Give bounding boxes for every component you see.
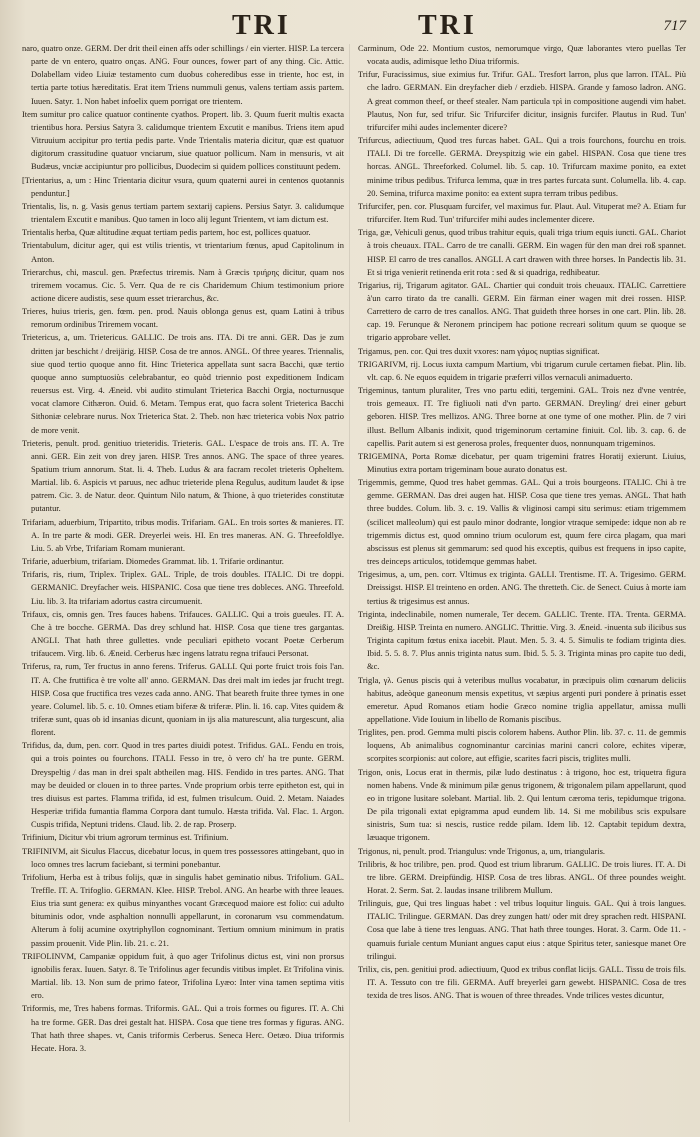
dictionary-entry: Trigesimus, a, um, pen. corr. Vltimus ex triginta. GALLI. Trentisme. IT. A. Trigesimo. GERM. Dreissigst. HISP. El treinteno en orden. ANG. The thretteth. Cic. de Senect. Cuius à morte iam tertius & trigesimus est annus. bbox=[358, 569, 686, 606]
page-number: 717 bbox=[663, 18, 686, 34]
dictionary-entry: TRIFOLINVM, Campaniæ oppidum fuit, à quo ager Trifolinus dictus est, vini non prorsus ignobilis ferax. Iuuen. Satyr. 8. Te Trifolinus ager fecundis vitibus implet. Et Trifolina vinis. Martial. lib. 13. Non sum de primo fateor, Trifolina Lyæo: Inter vina tamen septima vitis ero. bbox=[22, 950, 344, 1001]
dictionary-entry: Trifaris, ris, rium, Triplex. Triplex. GAL. Triple, de trois doubles. ITALIC. Di tre doppi. GERMANIC. Dreyfacher weis. HISPANIC. Cosa que tiene tres dobleces. ANG. Threefold. Liu. lib. 3. Ita trifariam adortus castra circumuenit. bbox=[22, 569, 344, 606]
dictionary-entry: Trigla, γλ. Genus piscis qui à veteribus mullus vocabatur, in præcipuis olim cœnarum deliciis habitus, adeòque ganeonum mensis expetitus, vt sæpius argenti puri pondere à prinatis esset emeretur. Apud Romanos etiam hodie Græco nomine triglia appellatur, amissa mulli appellatione. Vide Iouium in libello de Romanis piscibus. bbox=[358, 674, 686, 724]
dictionary-entry: Trientalis herba, Quæ altitudine æquat tertiam pedis partem, hoc est, pollices quatuor. bbox=[22, 227, 311, 238]
dictionary-entry: naro, quatro onze. GERM. Der drit theil einen affs oder schillings / ein vierter. HISP. La tercera parte de vn entero, quatro onças. ANG. Four ounces, fower part of any thing. Cic. Attic. Dolabellam video Liuiæ testamento cum duobus coheredibus esse in triente, hoc est, in tertia parte totius hæreditatis. Erat item Triens nummuli genus, valens tertiam assis partem. Iuuen. Satyr. 1. Non habet infoelix quem porrigat ore trientem. bbox=[22, 43, 344, 106]
dictionary-entry: Trifur, Furacissimus, siue eximius fur. Trifur. GAL. Tresfort larron, plus que larron. ITAL. Più che ladro. GERMAN. Ein dreyfacher dieb / erzdieb. HISPA. Grande y famoso ladron. ANG. A great common theef, or theef stealer. Nam particula τρὶ in compositione augendi vim habet. Plautus, Non fur, sed trifur. Sic Trifurcifer dicitur, insignis furcifer. Plautus in Rud. Tun' trifurcifer mihi audes inclementer dicere? bbox=[358, 69, 686, 132]
dictionary-entry: Trigon, onis, Locus erat in thermis, pilæ ludo destinatus : à trigono, hoc est, triquetra figura nomen habens. Vnde & minimum pilæ genus trigonem, & trigonalem pilam appellarunt, quod eo in trigone lusitare solebant. Martial. lib. 2. Qui lentum cæroma teris, tepidumque trigona. De pila trigonali extat epigramma apud eundem lib. 14. Si me mobilibus scis expulsare sinistris, Sum tua: si nescis, rustice redde pilam. Idem lib. 12. Captabit tepidum dextra, læuaque trigonem. bbox=[358, 766, 686, 843]
dictionary-entry: Triglites, pen. prod. Gemma multi piscis colorem habens. Author Plin. lib. 37. c. 11. de gemmis loquens, Ab animalibus cognominantur carcinias marini cancri colore, echites viperæ, scorpites scorpionis: aut colore, aut effigie, scarites facri piscis, triglites mulli. bbox=[358, 727, 686, 764]
dictionary-entry: Trifinium, Dicitur vbi trium agrorum terminus est. Trifinium. bbox=[22, 832, 229, 843]
dictionary-entry: Trifolium, Herba est à tribus folijs, quæ in singulis habet geminatio nibus. Trifolium. GAL. Treffle. IT. A. Trifoglio. GERMAN. Klee. HISP. Trebol. ANG. An hearbe with three leaues. Eius tria sunt genera: ex quibus minyanthes vocant Græcequod maiore est folio: cui adulto bituminis odor, vnde asphaltion nonnulli appellarunt, in coronarum vsu commendatum. Alterum à folij acumine oxytriphyllon cognominant. Tertium omnium minimum in pratis passim prouenit. Vide Plin. lib. 21. c. 21. bbox=[22, 871, 344, 948]
dictionary-entry: Item sumitur pro calice quatuor continente cyathos. Propert. lib. 3. Quum fuerit multis exacta trientibus hora. Persius Satyra 3. calidumque trientem Excutit e manibus. Triens item apud Vitruuium accipitur pro tertia pedis parte. Vnde Trientalis materia dicitur, quæ est quatuor digitorum crassitudine quatuor vnciarum, siue quatuor pollicum. Nam in mensuris, vt ait Budæus, vnciæ accipiuntur pro pollicibus, Duodecim si quidem pollices constituunt pedem. bbox=[22, 108, 344, 172]
dictionary-entry: Trigonus, ni, penult. prod. Triangulus: vnde Trigonus, a, um, triangularis. bbox=[358, 845, 605, 856]
dictionary-entry: Trientalis, lis, n. g. Vasis genus tertiam partem sextarij capiens. Persius Satyr. 3. calidumque trientalem Excutit e manibus. Quo tamen in loco alij legunt Trientem, vt iam dictum est. bbox=[22, 200, 344, 225]
dictionary-entry: Trifidus, da, dum, pen. corr. Quod in tres partes diuidi potest. Trifidus. GAL. Fendu en trois, qui a trois pointes ou fourchons. ITALI. Fesso in tre, ò vero ch' ha tre punte. GERM. Dreyspeltig / das man in drei spalt abtheilen mag. HIS. Fendido in tres partes. ANG. That may be deuided or clouen in to three partes. Vnde proprium orbis terre epitheton est, qui in tres diuisus est partes. Flamma trifida, id est, fulmen trisulcum. Ouid. 2. Metam. Naiades Hesperiæ trifida fumantia flamma Corpora dant tumulo. Hæsta trifida. Val. Flac. 1. Argon. Cuspis trifida, Neptuni tridens. Claud. lib. 2. de rap. Proserp. bbox=[22, 740, 344, 830]
dictionary-entry: Triginta, indeclinabile, nomen numerale, Ter decem. GALLIC. Trente. ITA. Trenta. GERMA. Dreißig. HISP. Treinta en numero. ANGLIC. Thrittie. Virg. 3. Æneid. -inuenta sub ilicibus sus Triginta capitum fœtus enixa iacebit. Plaut. Men. 5. 3. 4. 5. Simulis te fodiam triginta dies. Ibid. 5. 5. 8. 7. Plus annis triginta natus sum. Ibid. 5. 5. 3. Triginta minas pro capite tuo dedi, &c. bbox=[358, 608, 686, 672]
dictionary-entry: Trientabulum, dicitur ager, qui est vtilis trientis, vt trientarium fœnus, apud Capitolinum in Anton. bbox=[22, 240, 344, 264]
dictionary-entry: Trieres, huius trieris, gen. fœm. pen. prod. Nauis oblonga genus est, quam Latini à tribus remorum ordinibus Triremem vocant. bbox=[22, 306, 344, 330]
left-column bbox=[22, 42, 344, 1124]
dictionary-entry: Trieteris, penult. prod. genitiuo trieteridis. Trieteris. GAL. L'espace de trois ans. IT. A. Tre anni. GER. Ein zeit von drey jaren. HISP. Tres annos. ANG. The space of three yeares. Spatium trium annorum. Stat. li. 4. Theb. Ludus & ara facram recolet trieteris Opheltem. Martial. lib. 6. Aspicis vt paruus, nec adhuc trieteride plena Regulus, auditum laudet & ipse patrem. Cic. 3. de Natur. deor. Quintum Nilo natum, & Thione, à quo trieterides constitutæ putantur. bbox=[22, 437, 344, 514]
dictionary-entry: Trifaux, cis, omnis gen. Tres fauces habens. Trifauces. GALLIC. Qui a trois gueules. IT. A. Che à tre bocche. GERMA. Das drey schlund hat. HISP. Cosa que tiene tres gargantas. ANGLI. That hath three gullettes. vnde peculiari epitheto vocant Poetæ Cerberum trifaucem. Virg. lib. 6. Æneid. Cerberus hæc ingens latratu regna trifauci Personat. bbox=[22, 608, 344, 659]
dictionary-entry: Trifurcus, adiectiuum, Quod tres furcas habet. GAL. Qui a trois fourchons, fourchu en trois. ITALI. Di tre forcelle. GERMA. Dreyspitzig wie ein gabel. HISPAN. Cosa que tiene tres horcas. ANGL. Threeforked. Columel. lib. 5. cap. 10. Trifurcam maxime ponito, ea extet minime tribus pedibus. Trifurca lemma, quæ in tres partes furcata sunt. Columella. lib. 4. cap. 20. Semina, trifurca maxime ponito: ea extent supra terram tribus pedibus. bbox=[358, 135, 686, 198]
dictionary-entry: Triga, gæ, Vehiculi genus, quod tribus trahitur equis, quali triga trium equis iuncti. GAL. Chariot à trois cheuaux. ITAL. Carro de tre canalli. GERM. Ein wagen für den man drei roß spannet. HISP. El carro de tres canallos. ANGLI. A cart drawen with three horses. In Pandectis lib. 31. Et si triga venierit retinenda erit rota : sed & si quadriga, redhibeatur. bbox=[358, 227, 686, 277]
dictionary-entry: TRIGEMINA, Porta Romæ dicebatur, per quam trigemini fratres Horatij exierunt. Liuius, Minutius extra portam trigeminam boue aurato donatus est. bbox=[358, 450, 686, 474]
dictionary-entry: Trigemmis, gemme, Quod tres habet gemmas. GAL. Qui a trois bourgeons. ITALIC. Chi à tre gemme. GERMAN. Das drei augen hat. HISP. Cosa que tiene tres yemas. ANGL. That hath three buddes. Colum. lib. 3. c. 19. Vallis & vliginosi campi situ serimus: etiam trigemmem (scilicet malleolum) qui est paulo minor dodrante, longior vtraque semipede: idque non ab re trigemmis dictus est, quod omnino trium oculorum est, quum fere circa plagam, qua mari abscissus est plenus sit gemmarum: sed quod his exceptis, quibus est frequens in ipso capite, tres deinceps articulos, totidemque gemmas habet. bbox=[358, 477, 686, 567]
dictionary-entry: Trietericus, a, um. Trietericus. GALLIC. De trois ans. ITA. Di tre anni. GER. Das je zum dritten jar beschicht / dreijärig. HISP. Cosa de tre annos. ANGL. Of three yeares. Triennalis, siue quod tertio quoque anno fit. Hinc Trieterica appellata sunt sacra Bacchi, quæ tertio quoque anno sumptuosiùs celebrabantur, eo quòd triennio post expeditionem Indicam reuersus est. Virg. 4. Æneid. vbi audito stimulant Trieterica Bacchi Orgia, nocturnusque vocat clamore Cithæron. Ouid. 6. Metam. Tempus erat, quo facra solent Trieterica Bacchi Sithoniæ celebrare nurus. Nox Trieterica Stat. 2. Theb. non hæc trieterica vobis Nox patrio de more venit. bbox=[22, 332, 344, 435]
dictionary-entry: TRIFINIVM, ait Siculus Flaccus, dicebatur locus, in quem tres possessores attingebant, quo in loco omnes tres lacrum faciebant, si termini ponebantur. bbox=[22, 845, 344, 869]
dictionary-entry: Trigeminus, tantum pluraliter, Tres vno partu editi, tergemini. GAL. Trois nez d'vne ventrée, trois gemeaux. IT. Tre figliuoli nati d'vn parto. GERMAN. Dreyling/ drei einer geburt geboren. HISP. Tres mellizos. ANG. Three borne at one tyme of one mother. Plin. de 7 viri illust. Bellum Albanis indixit, quod trigeminorum certamine finiuit. Col. lib. 3. cap. 6. de capellis. Parit autem si est generosa proles, frequenter duos, nonnunquam trigeminos. bbox=[358, 385, 686, 448]
dictionary-entry: Trilinguis, gue, Qui tres linguas habet : vel tribus loquitur linguis. GAL. Qui à trois langues. ITALIC. Trilingue. GERMAN. Das drey zungen hatt/ oder mit drey sprachen redt. HISPANI. Cosa que labe à tiene tres lenguas. ANG. That hath three tounges. Horat. 3. Carm. Ode 11. -quamuis furiale centum Muniant angues caput eius : atque Spiritus teter, saniesque manet Ore trilingui. bbox=[358, 898, 686, 961]
header-right-word: TRI bbox=[418, 10, 477, 41]
dictionary-entry: Trifurcifer, pen. cor. Plusquam furcifer, vel maximus fur. Plaut. Aul. Vituperat me? A. Etiam fur trifurcifer. Item Rud. Tun' trifurcifer mihi audes inclementer dicere. bbox=[358, 200, 686, 225]
dictionary-entry: [Trientarius, a, um : Hinc Trientaria dicitur vsura, quum quaterni aurei in centenos quotannis penduntur.] bbox=[22, 174, 344, 198]
dictionary-entry: Trilix, cis, pen. genitiui prod. adiectiuum, Quod ex tribus conflat licijs. GALL. Tissu de trois fils. IT. A. Tessuto con tre fili. GERMA. Auff breyerlei garn gewebt. HISPANIC. Cosa de tres texida de tres lisos. ANG. That is wouen of three threades. Vnde trilices vestes dicuntur, bbox=[358, 963, 686, 1001]
dictionary-entry: Trigarius, rij, Trigarum agitator. GAL. Chartier qui conduit trois cheuaux. ITALIC. Carrettiere à'un carro tirato da tre canalli. GERM. Ein färman einer wagen mit drei rossen. HISP. Carrettero de carro de tres canallos. ANG. That guideth three horses in one cart. Plin. lib. 28. cap. 19. Ferunque & Neronem principem hac potione recreari solitum quum se quoque se trigario approbare vellet. bbox=[358, 279, 686, 343]
dictionary-entry: Triformis, me, Tres habens formas. Triformis. GAL. Qui a trois formes ou figures. IT. A. Chi ha tre forme. GER. Das drei gestalt hat. HISPA. Cosa que tiene tres formas y figuras. ANG. That hath three shapes. vt, Canis triformis Cerberus. Seneca Herc. Oetæo. Diua triformis Hecate. Hora. 3. bbox=[22, 1003, 344, 1053]
running-header bbox=[0, 6, 700, 40]
dictionary-entry: Triferus, ra, rum, Ter fructus in anno ferens. Triferus. GALLI. Qui porte fruict trois fois l'an. IT. A. Che fruttifica è tre volte all' anno. GERMAN. Das drei malt im iedes jar frucht tregt. HISP. Cosa que fructifica tres vezes cada anno. ANG. That beareth fruite three tymes in one yeare. Columel. lib. 5. c. 10. Omnes etiam biferæ & triferæ. Plin. li. 16. cap. Vites quidem & triferæ sunt, quas ob id insanias dicunt, quoniam in ijs alia maturescunt, alia turgescunt, alia florent. bbox=[22, 661, 344, 738]
dictionary-entry: Trilibris, & hoc trilibre, pen. prod. Quod est trium librarum. GALLIC. De trois liures. IT. A. Di tre libre. GERM. Dreipfündig. HISP. Cosa de tres libras. ANGL. Of three poundes weight. Horat. 2. Serm. Sat. 2. laudas insane trilibrem Mullum. bbox=[358, 858, 686, 895]
dictionary-entry: Trifarie, aduerbium, trifariam. Diomedes Grammat. lib. 1. Trifarie ordinantur. bbox=[22, 556, 284, 567]
dictionary-entry: Trigamus, pen. cor. Qui tres duxit vxores: nam γάμος nuptias significat. bbox=[358, 345, 600, 356]
right-column bbox=[358, 42, 686, 1124]
dictionary-entry: Trierarchus, chi, mascul. gen. Præfectus triremis. Nam à Græcis τριήρης dicitur, quam nos triremem vocamus. Cic. 5. Verr. Qua de re cis Charidemum Chium testimonium priore actione dicere audistis, sese quum esset trierarchus, &c. bbox=[22, 266, 344, 303]
dictionary-entry: Trifariam, aduerbium, Tripartito, tribus modis. Trifariam. GAL. En trois sortes & manieres. IT. A. In tre parte & modi. GER. Dreyerlei weis. HI. En tres maneras. AN. G. Threefoldlye. Liu. 5. ab Vrbe, Trifariam Romam munierant. bbox=[22, 516, 344, 553]
dictionary-entry: TRIGARIVM, rij. Locus iuxta campum Martium, vbi trigarum curule certamen fiebat. Plin. lib. vlt. cap. 6. Ne equos equidem in trigarie præferri villos vernaculi animaduerto. bbox=[358, 358, 686, 382]
column-divider bbox=[349, 44, 350, 1122]
dictionary-entry: Carminum, Ode 22. Montium custos, nemorumque virgo, Quæ laborantes vtero puellas Ter vocata audis, adimisque letho Diua triformis. bbox=[358, 43, 686, 67]
header-left-word: TRI bbox=[232, 10, 291, 41]
